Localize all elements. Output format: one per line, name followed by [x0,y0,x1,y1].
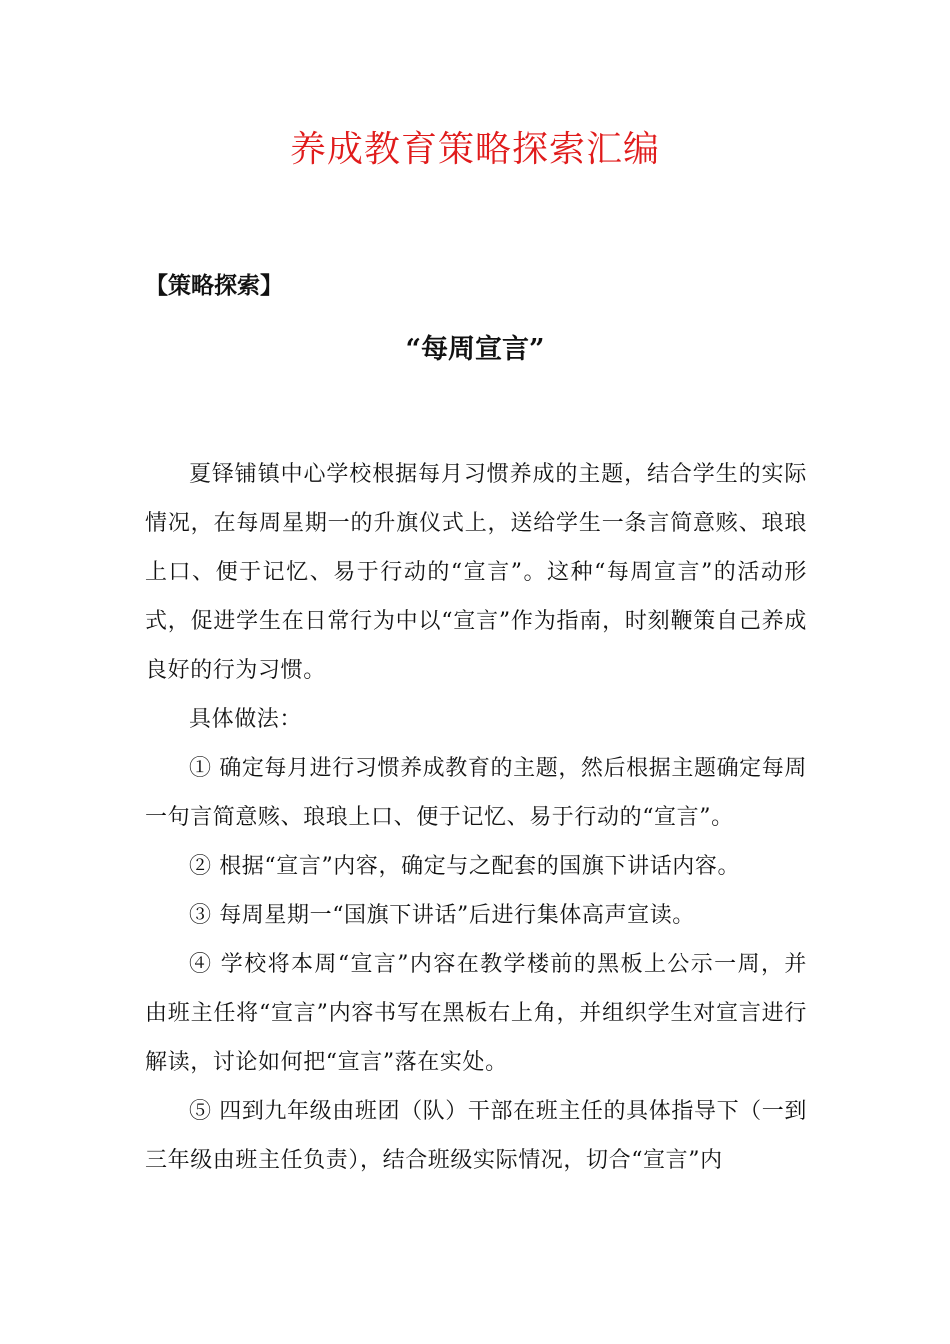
sub-title: “每周宣言” [405,334,545,365]
method-step-2: ② 根据“宣言”内容，确定与之配套的国旗下讲话内容。 [189,854,741,879]
method-step-3: ③ 每周星期一“国旗下讲话”后进行集体高声宣读。 [189,903,695,928]
method-heading: 具体做法： [189,707,303,732]
document-title: 养成教育策略探索汇编 [289,129,660,170]
method-step-5: ⑤ 四到九年级由班团（队）干部在班主任的具体指导下（一到三年级由班主任负责），结合班级实际情况，切合“宣言”内 [145,1099,807,1173]
body-text [145,450,807,1185]
intro-paragraph: 夏铎铺镇中心学校根据每月习惯养成的主题，结合学生的实际情况，在每周星期一的升旗仪式上，送给学生一条言简意赅、琅琅上口、便于记忆、易于行动的“宣言”。这种“每周宣言”的活动形式，促进学生在日常行为中以“宣言”作为指南，时刻鞭策自己养成良好的行为习惯。 [145,462,807,683]
method-step-4: ④ 学校将本周“宣言”内容在教学楼前的黑板上公示一周，并由班主任将“宣言”内容书写在黑板右上角，并组织学生对宣言进行解读，讨论如何把“宣言”落在实处。 [145,952,807,1075]
section-label: 【策略探索】 [145,273,283,299]
method-step-1: ① 确定每月进行习惯养成教育的主题，然后根据主题确定每周一句言简意赅、琅琅上口、便于记忆、易于行动的“宣言”。 [145,756,807,830]
